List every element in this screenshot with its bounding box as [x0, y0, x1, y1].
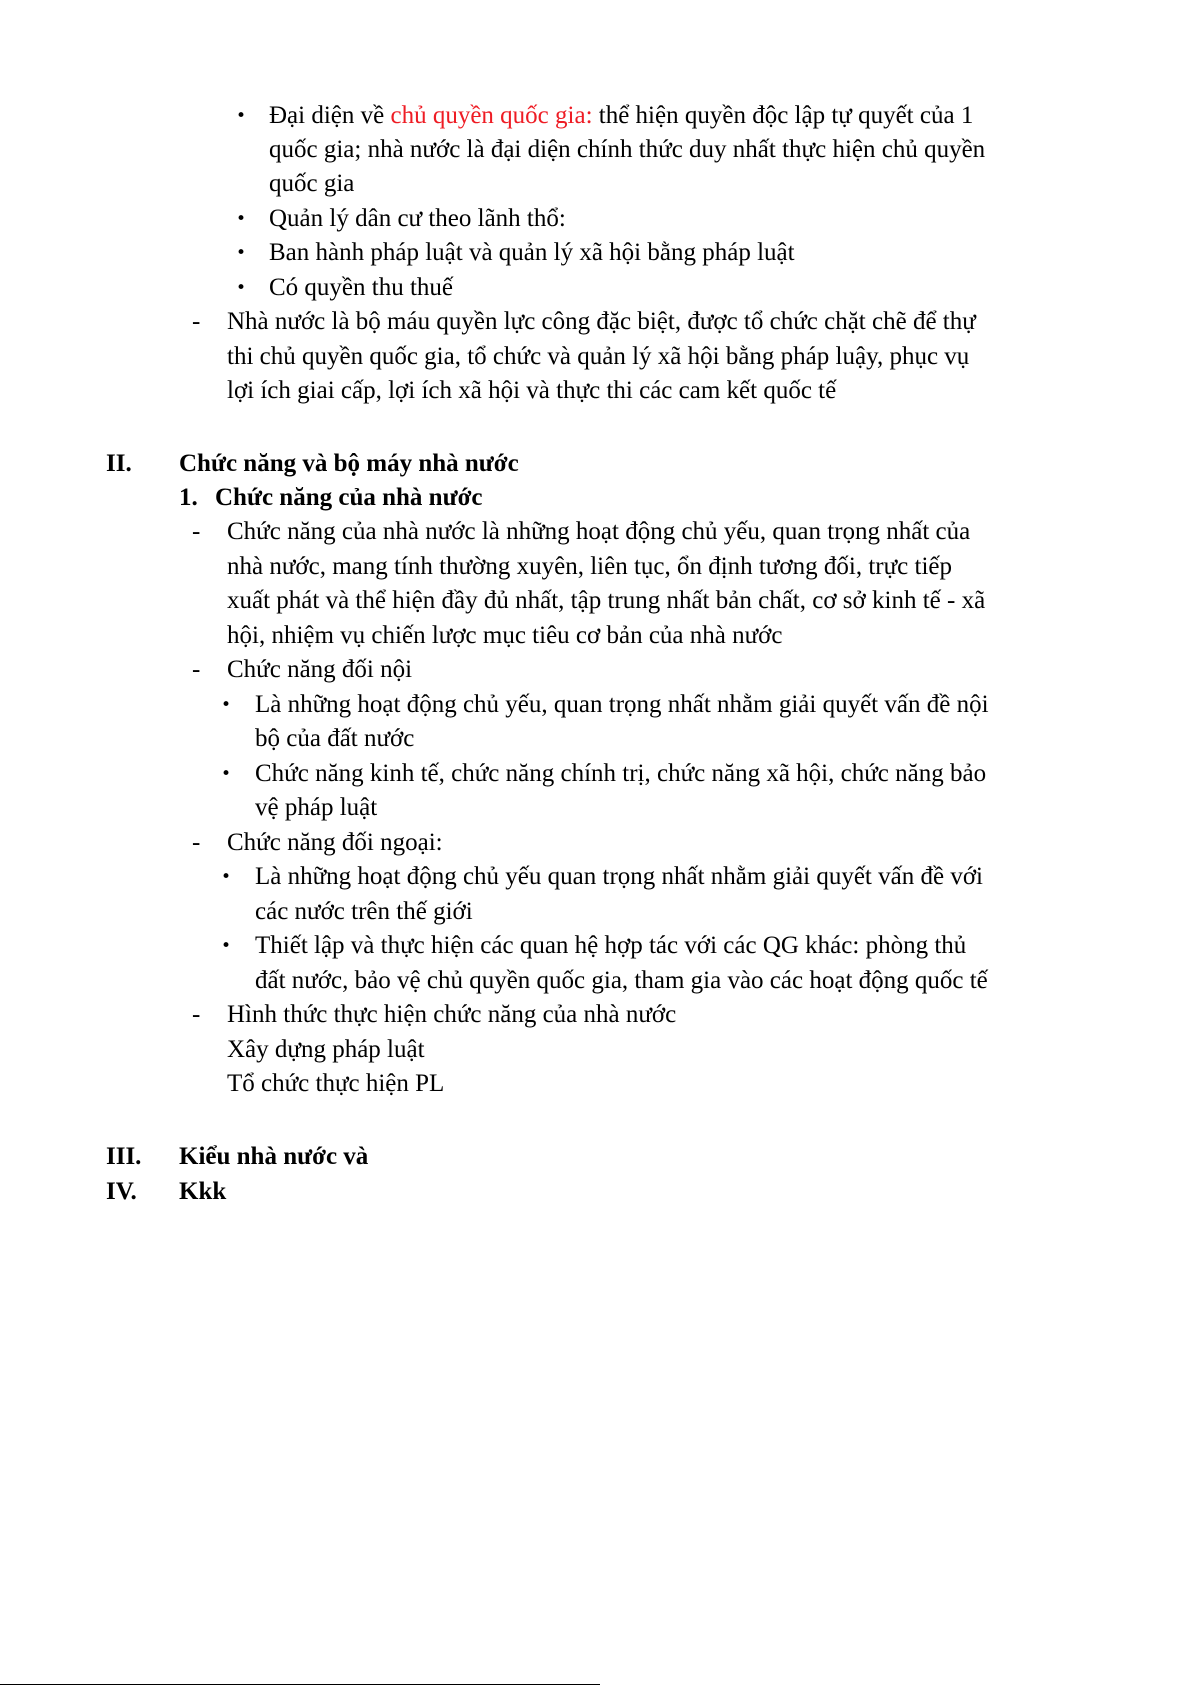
- bullet-item-taxation: Có quyền thu thuế: [269, 274, 454, 301]
- foreign-bullet-1-line-2: các nước trên thế giới: [255, 898, 473, 925]
- dash-marker: -: [192, 656, 201, 683]
- foreign-bullet-2-line-2: đất nước, bảo vệ chủ quyền quốc gia, tham gia vào các hoạt động quốc tế: [255, 967, 988, 994]
- foreign-bullet-2-line-1: Thiết lập và thực hiện các quan hệ hợp tác với các QG khác: phòng thủ: [255, 932, 967, 959]
- bullet-item-population: Quản lý dân cư theo lãnh thổ:: [269, 205, 566, 232]
- bullet-marker: •: [236, 106, 247, 126]
- state-definition-line-1: Nhà nước là bộ máu quyền lực công đặc biệt, được tổ chức chặt chẽ để thự: [227, 308, 976, 335]
- foreign-function-heading: Chức năng đối ngoại:: [227, 829, 443, 856]
- function-definition-line-3: xuất phát và thể hiện đầy đủ nhất, tập trung nhất bản chất, cơ sở kinh tế - xã: [227, 587, 986, 614]
- subsection-1-title: Chức năng của nhà nước: [215, 484, 483, 511]
- bullet-marker: •: [236, 209, 247, 229]
- state-definition-line-3: lợi ích giai cấp, lợi ích xã hội và thực thi các cam kết quốc tế: [227, 377, 837, 404]
- sovereignty-highlight: chủ quyền quốc gia:: [390, 102, 593, 129]
- dash-marker: -: [192, 308, 201, 335]
- bullet-marker: •: [236, 278, 247, 298]
- subsection-1-number: 1.: [179, 484, 198, 511]
- section-4-number: IV.: [106, 1178, 137, 1205]
- domestic-bullet-2-line-1: Chức năng kinh tế, chức năng chính trị, chức năng xã hội, chức năng bảo: [255, 760, 987, 787]
- bullet-marker: •: [221, 764, 232, 784]
- bullet-marker: •: [221, 695, 232, 715]
- bullet-marker: •: [221, 867, 232, 887]
- sovereignty-line-3: quốc gia: [269, 170, 355, 197]
- function-definition-line-2: nhà nước, mang tính thường xuyên, liên tục, ổn định tương đối, trực tiếp: [227, 553, 952, 580]
- dash-marker: -: [192, 518, 201, 545]
- function-definition-line-1: Chức năng của nhà nước là những hoạt động chủ yếu, quan trọng nhất của: [227, 518, 971, 545]
- sovereignty-prefix: Đại diện về: [269, 102, 391, 129]
- section-4-title: Kkk: [179, 1178, 227, 1205]
- domestic-bullet-1-line-1: Là những hoạt động chủ yếu, quan trọng nhất nhằm giải quyết vấn đề nội: [255, 691, 989, 718]
- bullet-item-legislation: Ban hành pháp luật và quản lý xã hội bằng pháp luật: [269, 239, 795, 266]
- section-3-title: Kiểu nhà nước và: [179, 1143, 369, 1170]
- implementation-forms-heading: Hình thức thực hiện chức năng của nhà nước: [227, 1001, 677, 1028]
- bullet-item-sovereignty: [269, 100, 973, 132]
- bullet-marker: •: [221, 936, 232, 956]
- domestic-function-heading: Chức năng đối nội: [227, 656, 413, 683]
- domestic-bullet-1-line-2: bộ của đất nước: [255, 725, 415, 752]
- sovereignty-line-2: quốc gia; nhà nước là đại diện chính thức duy nhất thực hiện chủ quyền: [269, 136, 986, 163]
- foreign-bullet-1-line-1: Là những hoạt động chủ yếu quan trọng nhất nhằm giải quyết vấn đề với: [255, 863, 983, 890]
- section-3-number: III.: [106, 1143, 142, 1170]
- sovereignty-rest: thể hiện quyền độc lập tự quyết của 1: [592, 102, 974, 129]
- state-definition-line-2: thi chủ quyền quốc gia, tổ chức và quản lý xã hội bằng pháp luậy, phục vụ: [227, 343, 970, 370]
- function-definition-line-4: hội, nhiệm vụ chiến lược mục tiêu cơ bản của nhà nước: [227, 622, 783, 649]
- dash-marker: -: [192, 1001, 201, 1028]
- section-2-number: II.: [106, 450, 132, 477]
- domestic-bullet-2-line-2: vệ pháp luật: [255, 794, 378, 821]
- implementation-form-2: Tổ chức thực hiện PL: [227, 1070, 445, 1097]
- section-2-title: Chức năng và bộ máy nhà nước: [179, 450, 519, 477]
- dash-marker: -: [192, 829, 201, 856]
- bullet-marker: •: [236, 243, 247, 263]
- implementation-form-1: Xây dựng pháp luật: [227, 1036, 425, 1063]
